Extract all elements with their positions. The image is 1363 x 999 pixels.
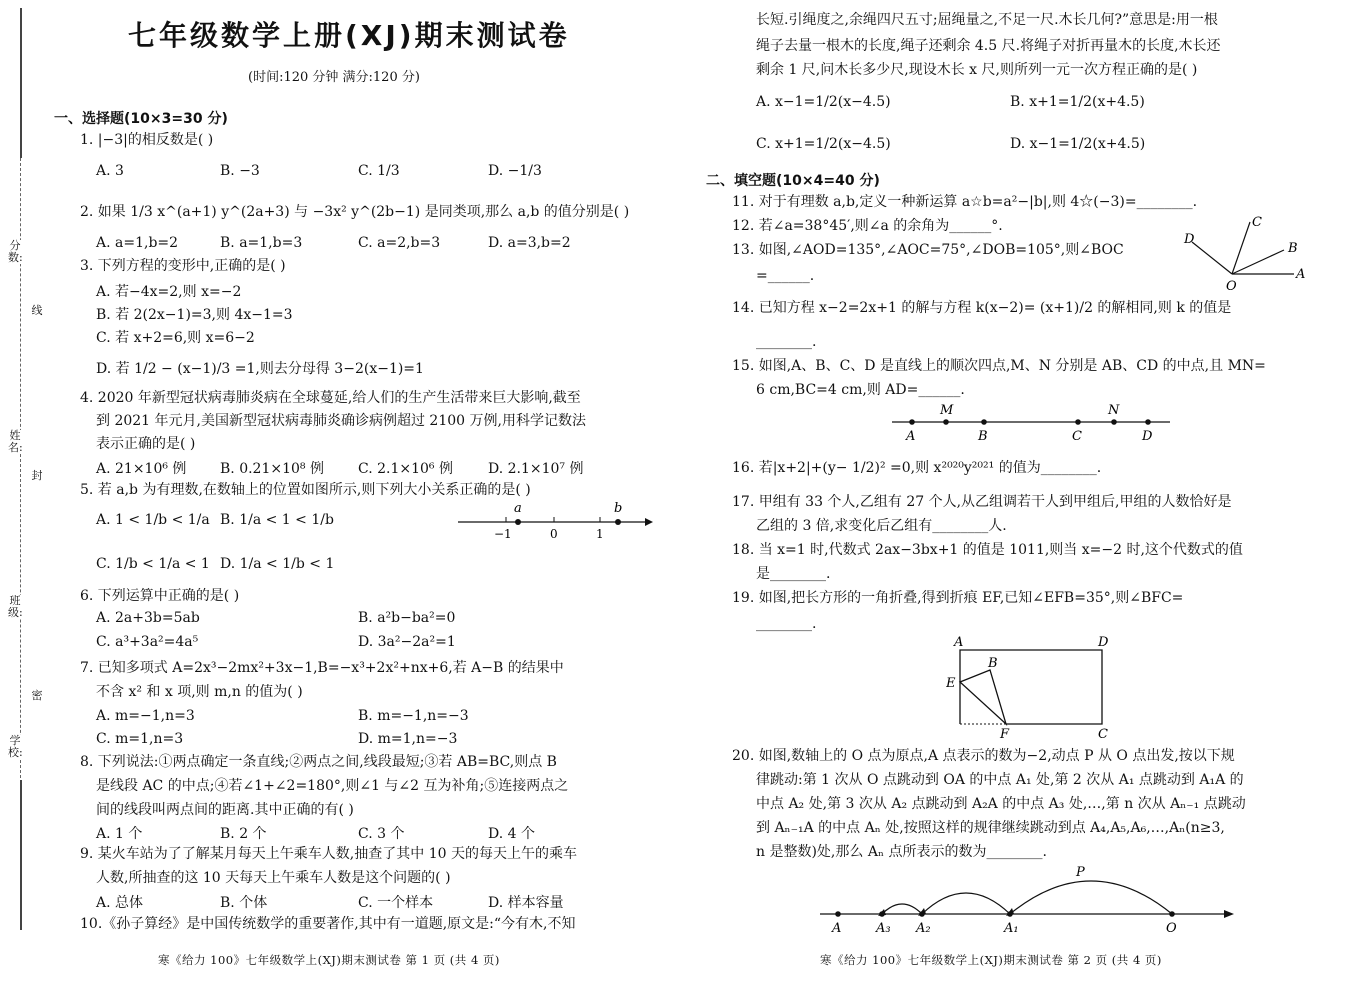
q9-option-a: A. 总体: [96, 895, 144, 911]
q19-label-b: B: [988, 656, 998, 671]
q17-line-2: 乙组的 3 倍,求变化后乙组有________人.: [756, 518, 1007, 534]
q10-line-4: 剩余 1 尺,问木长多少尺,现设木长 x 尺,则所列一元一次方程正确的是( ): [756, 62, 1198, 78]
q10-option-c: C. x+1=1/2(x−4.5): [756, 136, 891, 152]
q9-option-c: C. 一个样本: [358, 895, 434, 911]
q8-option-d: D. 4 个: [488, 826, 535, 842]
q13-label-d: D: [1184, 232, 1195, 247]
q2-stem: 2. 如果 1/3 x^(a+1) y^(2a+3) 与 −3x² y^(2b−1) 是同类项,那么 a,b 的值分别是( ): [80, 204, 630, 220]
seal-word-seal: 封: [31, 469, 43, 482]
q5-option-d: D. 1/a < 1/b < 1: [220, 556, 335, 572]
q5-point-a: [515, 519, 521, 525]
q18-line-2: 是________.: [756, 566, 831, 582]
score-label: 分数:: [8, 239, 23, 264]
q8-line-1: 8. 下列说法:①两点确定一条直线;②两点之间,线段最短;③若 AB=BC,则点 B: [80, 754, 557, 770]
q20-label-a2: A₂: [916, 921, 931, 936]
q19-label-a: A: [954, 635, 964, 650]
q5-tick-1: 1: [596, 527, 604, 541]
q5-label-a: a: [514, 501, 522, 516]
q20-line-3: 中点 A₂ 处,第 3 次从 A₂ 点跳动到 A₂A 的中点 A₃ 处,…,第 n 次从 Aₙ₋₁ 点跳动: [756, 796, 1246, 812]
q15-line-1: 15. 如图,A、B、C、D 是直线上的顺次四点,M、N 分别是 AB、CD 的中点,且 MN=: [732, 358, 1266, 374]
q9-line-2: 人数,所抽查的这 10 天每天上午乘车人数是这个问题的( ): [96, 870, 451, 886]
seal-word-secret: 密: [31, 689, 43, 702]
q7-line-1: 7. 已知多项式 A=2x³−2mx²+3x−1,B=−x³+2x²+nx+6,若 A−B 的结果中: [80, 660, 564, 676]
q14-line-2: ________.: [756, 334, 817, 350]
q13-label-b: B: [1288, 241, 1298, 256]
q7-option-a: A. m=−1,n=3: [96, 708, 195, 724]
q5-stem: 5. 若 a,b 为有理数,在数轴上的位置如图所示,则下列大小关系正确的是( ): [80, 482, 531, 498]
q13-label-a: A: [1296, 267, 1306, 282]
q13-line-1: 13. 如图,∠AOD=135°,∠AOC=75°,∠DOB=105°,则∠BOC: [732, 242, 1124, 258]
q20-line-2: 律跳动:第 1 次从 O 点跳动到 OA 的中点 A₁ 处,第 2 次从 A₁ 点跳动到 A₁A 的: [756, 772, 1244, 788]
q19-label-f: F: [1000, 727, 1010, 742]
q2-option-d: D. a=3,b=2: [488, 235, 571, 251]
q19-line-1: 19. 如图,把长方形的一角折叠,得到折痕 EF,已知∠EFB=35°,则∠BFC=: [732, 590, 1184, 606]
q15-label-a: A: [906, 429, 916, 444]
q3-option-a: A. 若−4x=2,则 x=−2: [96, 284, 242, 300]
q17-line-1: 17. 甲组有 33 个人,乙组有 27 个人,从乙组调若干人到甲组后,甲组的人数恰好是: [732, 494, 1232, 510]
q9-option-b: B. 个体: [220, 895, 268, 911]
page-footer-2: 寒《给力 100》七年级数学上(XJ)期末测试卷 第 2 页 (共 4 页): [820, 953, 1162, 967]
q5-tick-0: 0: [550, 527, 558, 541]
page-footer-1: 寒《给力 100》七年级数学上(XJ)期末测试卷 第 1 页 (共 4 页): [158, 953, 500, 967]
q13-angle-figure: [1178, 212, 1313, 294]
class-label: 班级:: [8, 594, 23, 619]
q19-line-2: ________.: [756, 616, 817, 632]
q13-line-2: =______.: [756, 268, 815, 284]
q10-line-2: 长短.引绳度之,余绳四尺五寸;屈绳量之,不足一尺.木长几何?”意思是:用一根: [756, 12, 1218, 28]
q4-line-3: 表示正确的是( ): [96, 436, 196, 452]
q5-option-b: B. 1/a < 1 < 1/b: [220, 512, 334, 528]
q2-option-a: A. a=1,b=2: [96, 235, 179, 251]
q13-label-c: C: [1252, 215, 1262, 230]
q6-option-d: D. 3a²−2a²=1: [358, 634, 456, 650]
q10-line-3: 绳子去量一根木的长度,绳子还剩余 4.5 尺.将绳子对折再量木的长度,木长还: [756, 38, 1221, 54]
q9-line-1: 9. 某火车站为了了解某月每天上午乘车人数,抽查了其中 10 天的每天上午的乘车: [80, 846, 577, 862]
q14-line-1: 14. 已知方程 x−2=2x+1 的解与方程 k(x−2)= (x+1)/2 的解相同,则 k 的值是: [732, 300, 1232, 316]
q2-option-b: B. a=1,b=3: [220, 235, 303, 251]
q5-label-b: b: [614, 501, 623, 516]
school-label: 学校:: [8, 734, 23, 759]
q3-option-b: B. 若 2(2x−1)=3,则 4x−1=3: [96, 307, 293, 323]
q5-number-line: [450, 496, 660, 546]
q12-text: 12. 若∠a=38°45′,则∠a 的余角为______°.: [732, 218, 1003, 234]
q9-option-d: D. 样本容量: [488, 895, 564, 911]
q4-line-2: 到 2021 年元月,美国新型冠状病毒肺炎确诊病例超过 2100 万例,用科学记数法: [96, 413, 586, 429]
q7-option-d: D. m=1,n=−3: [358, 731, 458, 747]
right-page: [680, 0, 1363, 999]
q4-option-a: A. 21×10⁶ 例: [96, 461, 187, 477]
binding-bar-top: [20, 8, 22, 158]
q6-stem: 6. 下列运算中正确的是( ): [80, 588, 240, 604]
q8-line-3: 间的线段叫两点间的距离.其中正确的有( ): [96, 802, 354, 818]
q1-stem: 1. |−3|的相反数是( ): [80, 132, 214, 148]
q18-line-1: 18. 当 x=1 时,代数式 2ax−3bx+1 的值是 1011,则当 x=−2 时,这个代数式的值: [732, 542, 1243, 558]
section-fill-title: 二、填空题(10×4=40 分): [706, 173, 880, 189]
q20-label-a3: A₃: [876, 921, 891, 936]
q3-option-d: D. 若 1/2 − (x−1)/3 =1,则去分母得 3−2(x−1)=1: [96, 361, 424, 377]
q7-option-b: B. m=−1,n=−3: [358, 708, 469, 724]
q10-option-a: A. x−1=1/2(x−4.5): [756, 94, 891, 110]
q19-label-d: D: [1098, 635, 1109, 650]
q4-option-c: C. 2.1×10⁶ 例: [358, 461, 453, 477]
page-subtitle: (时间:120 分钟 满分:120 分): [248, 70, 420, 85]
page-title: 七年级数学上册(XJ)期末测试卷: [128, 19, 570, 52]
q15-label-b: B: [978, 429, 988, 444]
q4-option-d: D. 2.1×10⁷ 例: [488, 461, 584, 477]
section-choice-title: 一、选择题(10×3=30 分): [54, 111, 228, 127]
q8-line-2: 是线段 AC 的中点;④若∠1+∠2=180°,则∠1 与∠2 互为补角;⑤连接两点之: [96, 778, 569, 794]
q19-label-c: C: [1098, 727, 1108, 742]
q10-line-1: 10.《孙子算经》是中国传统数学的重要著作,其中有一道题,原文是:“今有木,不知: [80, 916, 576, 932]
q5-tick-neg1: −1: [494, 527, 512, 541]
q15-label-m: M: [940, 403, 954, 418]
q1-option-b: B. −3: [220, 163, 260, 179]
q4-line-1: 4. 2020 年新型冠状病毒肺炎病在全球蔓延,给人们的生产生活带来巨大影响,截至: [80, 390, 581, 406]
q3-option-c: C. 若 x+2=6,则 x=6−2: [96, 330, 255, 346]
q20-line-5: n 是整数)处,那么 Aₙ 点所表示的数为________.: [756, 844, 1047, 860]
q11-text: 11. 对于有理数 a,b,定义一种新运算 a☆b=a²−|b|,则 4☆(−3)=________.: [732, 194, 1198, 210]
q15-label-d: D: [1142, 429, 1153, 444]
q6-option-a: A. 2a+3b=5ab: [96, 610, 200, 626]
q15-label-n: N: [1108, 403, 1120, 418]
q8-option-c: C. 3 个: [358, 826, 405, 842]
q13-label-o: O: [1226, 279, 1237, 294]
q10-option-b: B. x+1=1/2(x+4.5): [1010, 94, 1145, 110]
q7-line-2: 不含 x² 和 x 项,则 m,n 的值为( ): [96, 684, 303, 700]
q4-option-b: B. 0.21×10⁸ 例: [220, 461, 324, 477]
q15-line-figure: [888, 400, 1178, 446]
seal-word-line: 线: [31, 304, 43, 317]
q10-option-d: D. x−1=1/2(x+4.5): [1010, 136, 1146, 152]
q19-label-e: E: [946, 676, 956, 691]
q6-option-b: B. a²b−ba²=0: [358, 610, 456, 626]
left-page: [0, 0, 680, 999]
q15-line-2: 6 cm,BC=4 cm,则 AD=______.: [756, 382, 965, 398]
q1-option-c: C. 1/3: [358, 163, 400, 179]
binding-bar-bottom: [20, 780, 22, 930]
q6-option-c: C. a³+3a²=4a⁵: [96, 634, 199, 650]
q7-option-c: C. m=1,n=3: [96, 731, 184, 747]
q2-option-c: C. a=2,b=3: [358, 235, 441, 251]
q8-option-a: A. 1 个: [96, 826, 143, 842]
q1-option-a: A. 3: [96, 163, 124, 179]
q20-jump-figure: [816, 862, 1246, 938]
q5-option-c: C. 1/b < 1/a < 1: [96, 556, 210, 572]
q20-label-a1: A₁: [1004, 921, 1019, 936]
q8-option-b: B. 2 个: [220, 826, 267, 842]
q20-label-o: O: [1166, 921, 1177, 936]
q5-point-b: [615, 519, 621, 525]
q16-text: 16. 若|x+2|+(y− 1/2)² =0,则 x²⁰²⁰y²⁰²¹ 的值为________.: [732, 460, 1102, 476]
q19-fold-figure: [946, 632, 1126, 744]
q1-option-d: D. −1/3: [488, 163, 542, 179]
q20-label-p: P: [1076, 865, 1085, 880]
q20-label-a: A: [832, 921, 842, 936]
q20-line-1: 20. 如图,数轴上的 O 点为原点,A 点表示的数为−2,动点 P 从 O 点出发,按以下规: [732, 748, 1235, 764]
q20-line-4: 到 Aₙ₋₁A 的中点 Aₙ 处,按照这样的规律继续跳动到点 A₄,A₅,A₆,…,Aₙ(n≥3,: [756, 820, 1225, 836]
q15-label-c: C: [1072, 429, 1082, 444]
q3-stem: 3. 下列方程的变形中,正确的是( ): [80, 258, 286, 274]
name-label: 姓名:: [8, 429, 23, 454]
q5-option-a: A. 1 < 1/b < 1/a: [96, 512, 210, 528]
